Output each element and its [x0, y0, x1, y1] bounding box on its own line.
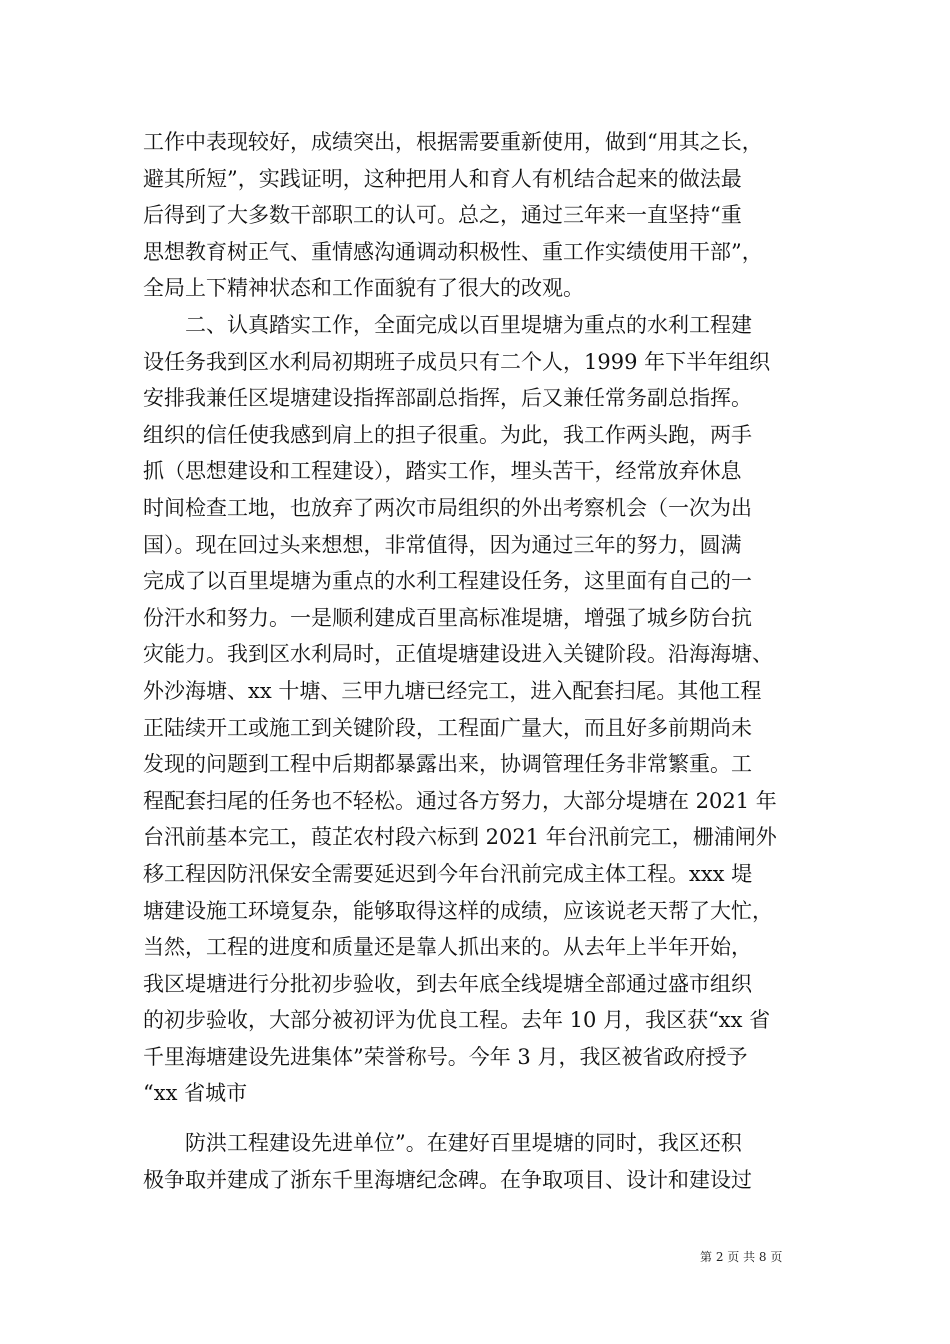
- paragraph-2-line: 抓（思想建设和工程建设），踏实工作，埋头苦干，经常放弃休息: [143, 459, 742, 484]
- paragraph-2-line: 程配套扫尾的任务也不轻松。通过各方努力，大部分堤塘在 2021 年: [143, 788, 777, 813]
- paragraph-2-line: 当然，工程的进度和质量还是靠人抓出来的。从去年上半年开始，: [143, 935, 752, 960]
- paragraph-2: [143, 307, 808, 1112]
- paragraph-2-line: 台汛前基本完工，葭芷农村段六标到 2021 年台汛前完工，栅浦闸外: [143, 825, 777, 850]
- paragraph-2-line: 塘建设施工环境复杂，能够取得这样的成绩，应该说老天帮了大忙，: [143, 898, 773, 923]
- paragraph-2-line: 发现的问题到工程中后期都暴露出来，协调管理任务非常繁重。工: [143, 752, 752, 777]
- paragraph-1-line: 工作中表现较好，成绩突出，根据需要重新使用，做到“用其之长，: [143, 130, 763, 154]
- paragraph-2-line: 移工程因防汛保安全需要延迟到今年台汛前完成主体工程。xxx 堤: [143, 861, 753, 886]
- paragraph-2-line: 国）。现在回过头来想想，非常值得，因为通过三年的努力，圆满: [143, 532, 742, 557]
- paragraph-2-line: 完成了以百里堤塘为重点的水利工程建设任务，这里面有自己的一: [143, 569, 752, 594]
- paragraph-3-line: 极争取并建成了浙东千里海塘纪念碑。在争取项目、设计和建设过: [143, 1167, 752, 1192]
- paragraph-2-line: 千里海塘建设先进集体”荣誉称号。今年 3 月，我区被省政府授予: [143, 1044, 748, 1069]
- paragraph-2-line: 灾能力。我到区水利局时，正值堤塘建设进入关键阶段。沿海海塘、: [143, 642, 773, 667]
- paragraph-2-line: 二、认真踏实工作，全面完成以百里堤塘为重点的水利工程建: [185, 313, 752, 337]
- paragraph-1-line: 思想教育树正气、重情感沟通调动积极性、重工作实绩使用干部”，: [143, 239, 763, 264]
- paragraph-1-line: 全局上下精神状态和工作面貌有了很大的改观。: [143, 276, 584, 301]
- paragraph-1: [143, 124, 808, 307]
- paragraph-2-line: 份汗水和努力。一是顺利建成百里高标准堤塘，增强了城乡防台抗: [143, 605, 752, 630]
- page-indicator: 第 2 页 共 8 页: [700, 1250, 783, 1264]
- paragraph-2-line: 的初步验收，大部分被初评为优良工程。去年 10 月，我区获“xx 省: [143, 1008, 771, 1033]
- paragraph-2-line: “xx 省城市: [143, 1081, 248, 1106]
- paragraph-2-line: 组织的信任使我感到肩上的担子很重。为此，我工作两头跑，两手: [143, 422, 752, 447]
- paragraph-2-line: 正陆续开工或施工到关键阶段，工程面广量大，而且好多前期尚未: [143, 715, 752, 740]
- paragraph-2-line: 外沙海塘、xx 十塘、三甲九塘已经完工，进入配套扫尾。其他工程: [143, 678, 762, 703]
- paragraph-3: [143, 1125, 808, 1198]
- paragraph-3-line: 防洪工程建设先进单位”。在建好百里堤塘的同时，我区还积: [185, 1131, 742, 1155]
- paragraph-2-line: 安排我兼任区堤塘建设指挥部副总指挥，后又兼任常务副总指挥。: [143, 386, 752, 411]
- paragraph-2-line: 时间检查工地，也放弃了两次市局组织的外出考察机会（一次为出: [143, 495, 752, 520]
- paragraph-1-line: 后得到了大多数干部职工的认可。总之，通过三年来一直坚持“重: [143, 203, 742, 228]
- paragraph-1-line: 避其所短”，实践证明，这种把用人和育人有机结合起来的做法最: [143, 166, 742, 191]
- paragraph-2-line: 设任务我到区水利局初期班子成员只有二个人，1999 年下半年组织: [143, 349, 771, 374]
- paragraph-2-line: 我区堤塘进行分批初步验收，到去年底全线堤塘全部通过盛市组织: [143, 971, 752, 996]
